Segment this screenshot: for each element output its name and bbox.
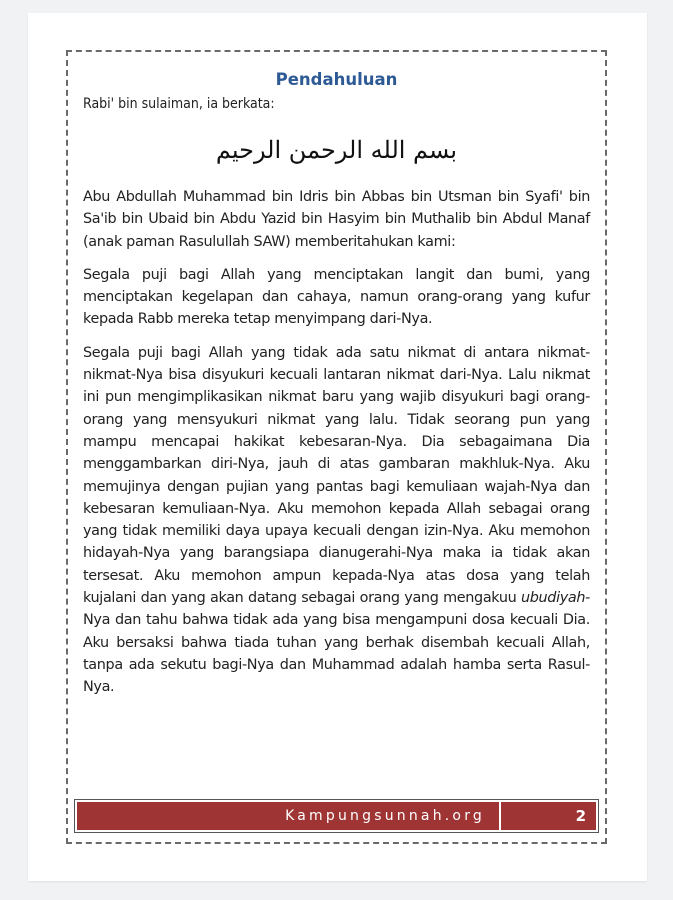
paragraph: Segala puji bagi Allah yang menciptakan langit dan bumi, yang menciptakan kegelapan dan cahaya, namun orang-orang yang kufur kepada Rabb mereka tetap menyimpang dari-Nya. <box>83 266 590 328</box>
dashed-page-frame <box>66 50 607 844</box>
paragraph: Abu Abdullah Muhammad bin Idris bin Abbas bin Utsman bin Syafi' bin Sa'ib bin Ubaid bin Abdu Yazid bin Hasyim bin Muthalib bin Abdul Manaf (anak paman Rasulullah SAW) memberitahukan kami: <box>83 189 590 250</box>
body-text <box>83 186 590 710</box>
page-title: Pendahuluan <box>275 70 398 89</box>
paragraph-text: Segala puji bagi Allah yang tidak ada satu nikmat di antara nikmat-nikmat-Nya bisa disyukuri kecuali lantaran nikmat dari-Nya. Lalu nikmat ini pun mengimplikasikan nikmat baru yang wajib disyukuri bagi orang-orang yang mensyukuri nikmat yang lalu. Tidak seorang pun yang mampu mencapai hakikat kebesaran-Nya. Dia sebagaimana Dia menggambarkan diri-Nya, jauh di atas gambaran makhluk-Nya. Aku memujinya dengan pujian yang pantas bagi kemuliaan wajah-Nya dan kebesaran kemuliaan-Nya. Aku memohon kepada Allah sebagai orang yang tidak memiliki daya upaya kecuali dengan izin-Nya. Aku memohon hidayah-Nya yang barangsiapa dianugerahi-Nya maka ia tidak akan tersesat. Aku memohon ampun kepada-Nya atas dosa yang telah kujalani dan yang akan datang sebagai orang yang mengakuu <box>83 344 590 607</box>
footer-site-name: Kampungsunnah.org <box>77 802 501 830</box>
intro-line: Rabi' bin sulaiman, ia berkata: <box>83 96 275 112</box>
paragraph <box>83 342 590 699</box>
basmala-arabic: بسم الله الرحمن الرحيم <box>215 136 458 164</box>
page-footer <box>74 799 599 833</box>
paragraph-text: -Nya dan tahu bahwa tidak ada yang bisa mengampuni dosa kecuali Dia. Aku bersaksi bahwa tiada tuhan yang berhak disembah kecuali Allah, tanpa ada sekutu bagi-Nya dan Muhammad adalah hamba serta Rasul-Nya. <box>83 590 590 696</box>
page-number: 2 <box>501 802 596 830</box>
italic-term: ubudiyah <box>520 590 586 607</box>
document-page <box>28 13 647 881</box>
